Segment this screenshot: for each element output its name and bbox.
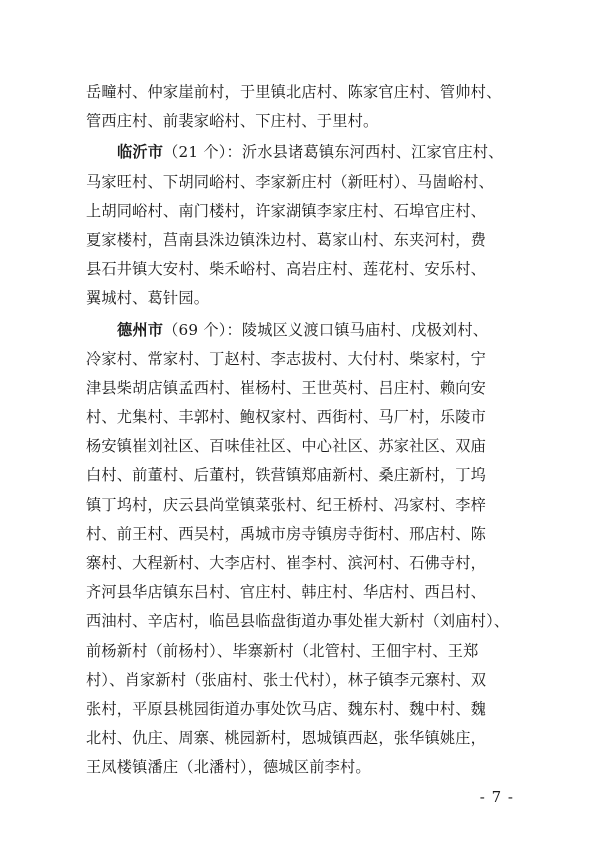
text-line: 上胡同峪村、南门楼村，许家湖镇李家庄村、石埠官庄村、 xyxy=(86,201,487,220)
page-number: - 7 - xyxy=(479,788,514,806)
dezhou-heading-line xyxy=(86,316,518,345)
text-line: 管西庄村、前裴家峪村、下庄村、于里村。 xyxy=(86,112,379,131)
text-line: 前杨新村（前杨村）、毕寨新村（北管村、王佃宇村、王郑 xyxy=(86,641,479,660)
text-line: 寨村、大程新村、大李店村、崔李村、滨河村、石佛寺村， xyxy=(86,554,487,572)
text-line: 县石井镇大安村、柴禾峪村、高岩庄村、莲花村、安乐村、 xyxy=(86,260,487,279)
text-line: 村、前王村、西吴村，禹城市房寺镇房寺街村、邢店村、陈 xyxy=(86,524,487,543)
text-line: 杨安镇崔刘社区、百味佳社区、中心社区、苏家社区、双庙 xyxy=(86,437,487,456)
text-line: 陵城区义渡口镇马庙村、戊极刘村、 xyxy=(241,320,489,339)
linyi-heading-line xyxy=(86,138,518,167)
text-line: 翼城村、葛针园。 xyxy=(86,289,210,308)
text-line: 冷家村、常家村、丁赵村、李志拔村、大付村、柴家村，宁 xyxy=(86,349,487,368)
linyi-count: （21 个）： xyxy=(163,143,242,162)
dezhou-paragraph xyxy=(86,316,518,783)
page-body xyxy=(86,78,518,783)
text-line: 齐河县华店镇东吕村、官庄村、韩庄村、华店村、西吕村、 xyxy=(86,583,487,602)
text-line: 沂水县诸葛镇东河西村、江家官庄村、 xyxy=(241,143,504,162)
text-line: 夏家楼村，莒南县洙边镇洙边村、葛家山村、东夹河村，费 xyxy=(86,230,487,249)
text-line: 村）、肖家新村（张庙村、张士代村），林子镇李元寨村、双 xyxy=(86,670,487,689)
text-line: 岳疃村、仲家崖前村，于里镇北店村、陈家官庄村、管帅村、 xyxy=(86,83,502,101)
text-line: 西油村、辛店村，临邑县临盘街道办事处崔大新村（刘庙村）、 xyxy=(86,612,510,631)
text-line: 津县柴胡店镇孟西村、崔杨村、王世英村、吕庄村、赖向安 xyxy=(86,378,487,397)
dezhou-city-name: 德州市 xyxy=(117,320,164,339)
text-line: 张村，平原县桃园街道办事处饮马店、魏东村、魏中村、魏 xyxy=(86,699,487,718)
intro-paragraph xyxy=(86,78,518,136)
dezhou-count: （69 个）： xyxy=(163,320,242,339)
text-line: 王凤楼镇潘庄（北潘村），德城区前李村。 xyxy=(86,758,371,777)
text-line: 村、尤集村、丰郭村、鲍权家村、西街村、马厂村，乐陵市 xyxy=(86,408,487,427)
text-line: 马家旺村、下胡同峪村、李家新庄村（新旺村）、马崮峪村、 xyxy=(86,172,494,191)
linyi-paragraph xyxy=(86,138,518,313)
text-line: 镇丁坞村，庆云县尚堂镇菜张村、纪王桥村、冯家村、李梓 xyxy=(86,495,487,514)
linyi-city-name: 临沂市 xyxy=(117,143,164,162)
text-line: 北村、仇庄、周寨、桃园新村，恩城镇西赵，张华镇姚庄， xyxy=(86,729,487,748)
text-line: 白村、前董村、后董村，铁营镇郑庙新村、桑庄新村，丁坞 xyxy=(86,466,487,485)
